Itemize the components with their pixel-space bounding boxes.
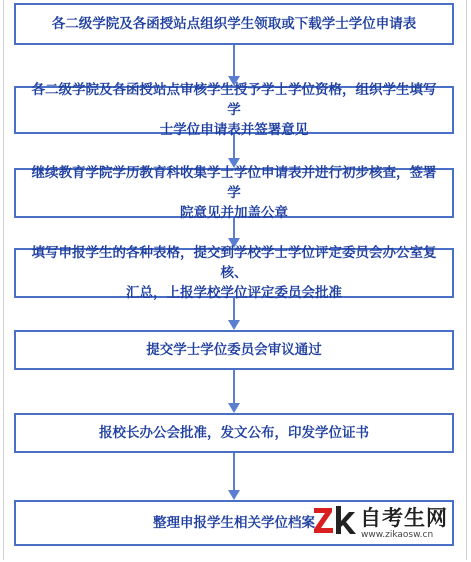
arrow-5-to-6 (224, 370, 244, 413)
step-4-line-1: 填写申报学生的各种表格，提交到学校学士学位评定委员会办公室复核、 (31, 245, 437, 281)
step-3-line-2: 院意见并加盖公章 (180, 205, 288, 221)
arrow-4-to-5 (224, 298, 244, 330)
step-5-box (14, 330, 454, 370)
arrow-6-to-7 (224, 453, 244, 500)
step-4-box (14, 245, 454, 301)
watermark-url: www.zikaosw.cn (361, 530, 434, 540)
step-2-box (14, 82, 454, 138)
step-3-line-1: 继续教育学院学历教育科收集学士学位申请表并进行初步核查，签署学 (31, 165, 437, 201)
step-1-box (14, 3, 454, 45)
watermark (312, 502, 462, 546)
step-5-line-1: 提交学士学位委员会审议通过 (146, 342, 322, 358)
step-6-box (14, 413, 454, 453)
step-3-box (14, 165, 454, 221)
step-7-line-1: 整理申报学生相关学位档案 (153, 515, 315, 531)
step-2-line-1: 各二级学院及各函授站点审核学生授予学士学位资格，组织学生填写学 (31, 82, 437, 118)
step-2-line-2: 士学位申请表并签署意见 (159, 122, 309, 138)
watermark-title: 自考生网 (360, 506, 448, 530)
zk-logo-icon (312, 504, 358, 538)
step-4-line-2: 汇总，上报学校学位评定委员会批准 (126, 285, 342, 301)
step-1-line-1: 各二级学院及各函授站点组织学生领取或下载学士学位申请表 (51, 16, 417, 32)
step-6-line-1: 报校长办公会批准，发文公布，印发学位证书 (99, 425, 369, 441)
